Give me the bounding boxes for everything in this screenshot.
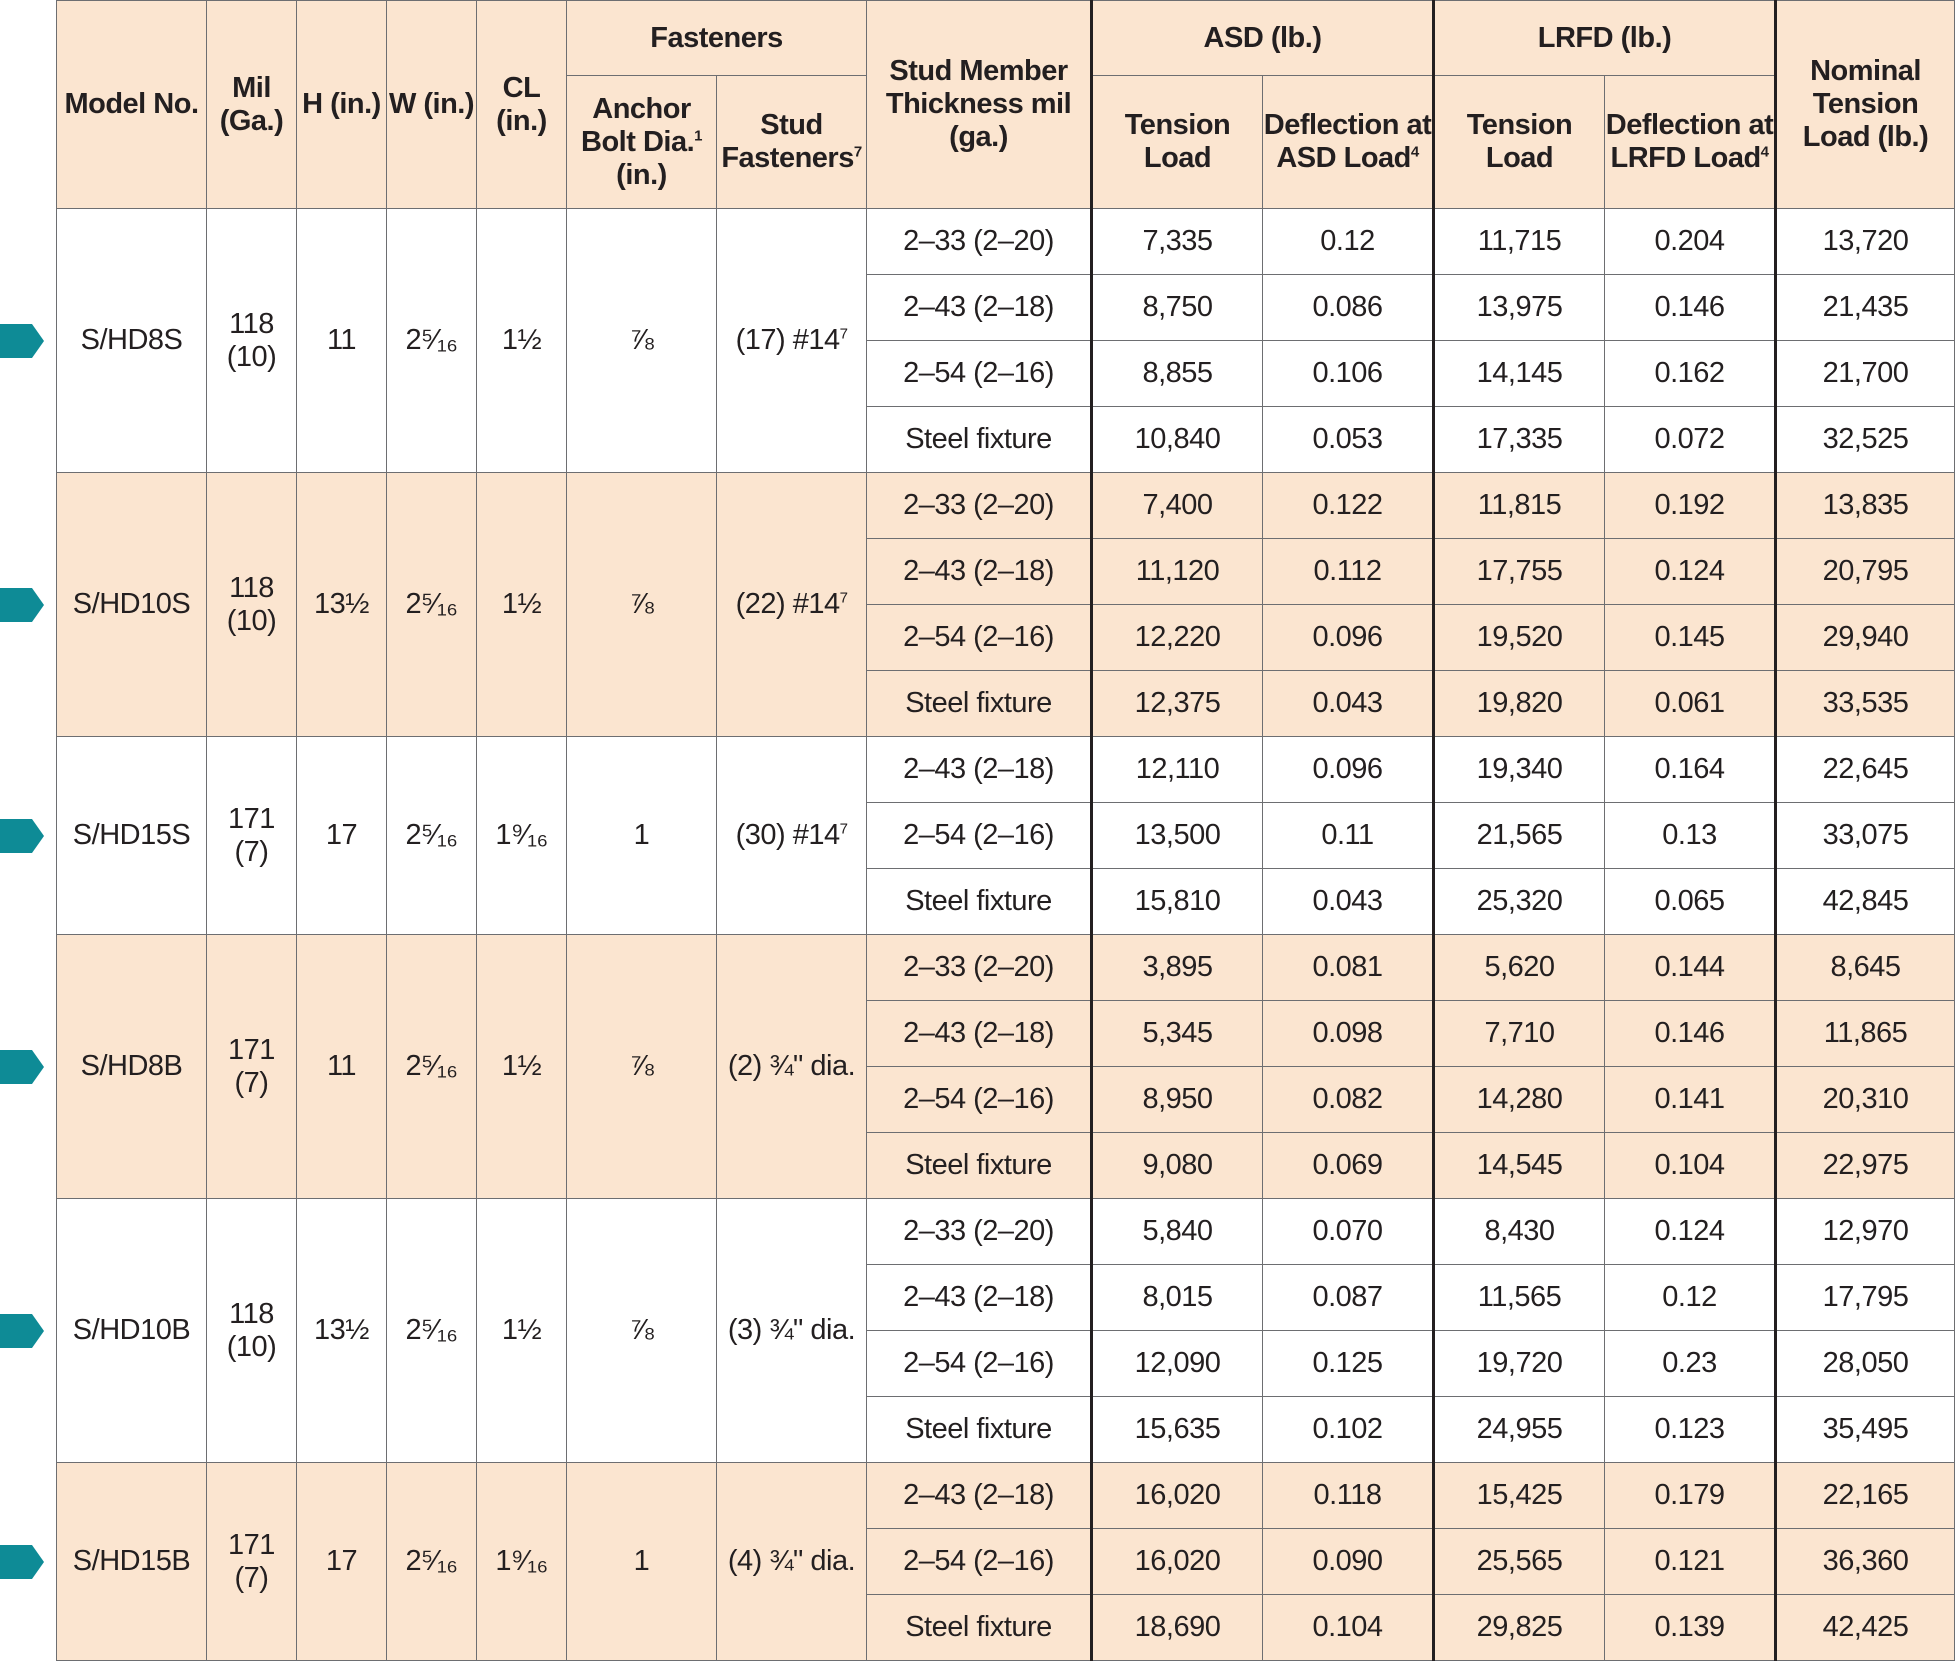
- lrfd-deflection-cell: 0.121: [1605, 1529, 1776, 1595]
- w-cell: 2⁵⁄₁₆: [387, 209, 477, 473]
- stud-thickness-cell: 2–33 (2–20): [867, 473, 1092, 539]
- mil-value: 118: [229, 1297, 274, 1330]
- asd-tension-cell: 8,750: [1092, 275, 1263, 341]
- table-row: [57, 1463, 1955, 1529]
- asd-tension-cell: 8,950: [1092, 1067, 1263, 1133]
- anchor-bolt-cell: ⅞: [567, 1199, 717, 1463]
- stud-thickness-cell: 2–43 (2–18): [867, 1463, 1092, 1529]
- lrfd-deflection-cell: 0.145: [1605, 605, 1776, 671]
- cl-cell: 1⁹⁄₁₆: [477, 1463, 567, 1661]
- stud-thickness-cell: Steel fixture: [867, 1133, 1092, 1199]
- stud-thickness-cell: 2–43 (2–18): [867, 1001, 1092, 1067]
- lrfd-tension-cell: 19,520: [1434, 605, 1605, 671]
- mil-cell: [207, 935, 297, 1199]
- nominal-cell: 36,360: [1776, 1529, 1955, 1595]
- w-cell: 2⁵⁄₁₆: [387, 473, 477, 737]
- gauge-value: (7): [234, 1066, 269, 1099]
- asd-deflection-cell: 0.043: [1263, 671, 1434, 737]
- asd-deflection-cell: 0.069: [1263, 1133, 1434, 1199]
- teal-arrow-marker-icon: [0, 324, 44, 358]
- lrfd-tension-cell: 25,320: [1434, 869, 1605, 935]
- header-cl: CL (in.): [477, 1, 567, 209]
- asd-tension-cell: 13,500: [1092, 803, 1263, 869]
- model-cell: S/HD8S: [57, 209, 207, 473]
- stud-thickness-cell: 2–54 (2–16): [867, 1331, 1092, 1397]
- asd-tension-cell: 3,895: [1092, 935, 1263, 1001]
- stud-fasteners-footnote: 7: [839, 325, 848, 343]
- asd-deflection-cell: 0.096: [1263, 737, 1434, 803]
- stud-fasteners-footnote: 7: [839, 820, 848, 838]
- asd-deflection-cell: 0.125: [1263, 1331, 1434, 1397]
- lrfd-tension-cell: 8,430: [1434, 1199, 1605, 1265]
- stud-fasteners-cell: [717, 737, 867, 935]
- lrfd-deflection-cell: 0.146: [1605, 275, 1776, 341]
- gauge-value: (10): [226, 604, 277, 637]
- h-cell: 11: [297, 209, 387, 473]
- asd-tension-cell: 9,080: [1092, 1133, 1263, 1199]
- asd-deflection-cell: 0.11: [1263, 803, 1434, 869]
- nominal-cell: 28,050: [1776, 1331, 1955, 1397]
- mil-value: 118: [229, 307, 274, 340]
- nominal-cell: 33,075: [1776, 803, 1955, 869]
- nominal-cell: 33,535: [1776, 671, 1955, 737]
- cl-cell: 1½: [477, 473, 567, 737]
- nominal-cell: 13,720: [1776, 209, 1955, 275]
- asd-tension-cell: 8,015: [1092, 1265, 1263, 1331]
- w-cell: 2⁵⁄₁₆: [387, 1199, 477, 1463]
- w-cell: 2⁵⁄₁₆: [387, 737, 477, 935]
- table-row: [57, 473, 1955, 539]
- header-asd-deflection-label: Deflection at ASD Load: [1263, 109, 1432, 174]
- anchor-bolt-cell: 1: [567, 1463, 717, 1661]
- stud-thickness-cell: Steel fixture: [867, 1397, 1092, 1463]
- w-cell: 2⁵⁄₁₆: [387, 1463, 477, 1661]
- lrfd-tension-cell: 7,710: [1434, 1001, 1605, 1067]
- header-lrfd-deflection-footnote: 4: [1760, 143, 1769, 161]
- asd-deflection-cell: 0.12: [1263, 209, 1434, 275]
- stud-fasteners-cell: [717, 473, 867, 737]
- stud-thickness-cell: 2–43 (2–18): [867, 275, 1092, 341]
- anchor-bolt-cell: ⅞: [567, 473, 717, 737]
- header-h: H (in.): [297, 1, 387, 209]
- lrfd-deflection-cell: 0.13: [1605, 803, 1776, 869]
- header-stud-fasteners-label: Stud Fasteners: [721, 109, 854, 174]
- asd-tension-cell: 8,855: [1092, 341, 1263, 407]
- lrfd-deflection-cell: 0.139: [1605, 1595, 1776, 1661]
- asd-deflection-cell: 0.090: [1263, 1529, 1434, 1595]
- table-body: [57, 209, 1955, 1661]
- lrfd-tension-cell: 5,620: [1434, 935, 1605, 1001]
- asd-tension-cell: 5,345: [1092, 1001, 1263, 1067]
- lrfd-tension-cell: 25,565: [1434, 1529, 1605, 1595]
- lrfd-tension-cell: 14,545: [1434, 1133, 1605, 1199]
- lrfd-deflection-cell: 0.065: [1605, 869, 1776, 935]
- nominal-cell: 42,425: [1776, 1595, 1955, 1661]
- stud-fasteners-value: (22) #14: [735, 588, 840, 620]
- asd-deflection-cell: 0.086: [1263, 275, 1434, 341]
- header-asd: ASD (lb.): [1092, 1, 1434, 76]
- stud-thickness-cell: 2–43 (2–18): [867, 737, 1092, 803]
- mil-value: 171: [228, 1528, 275, 1561]
- asd-tension-cell: 16,020: [1092, 1529, 1263, 1595]
- teal-arrow-marker-icon: [0, 1314, 44, 1348]
- header-asd-deflection: [1263, 76, 1434, 209]
- mil-cell: [207, 209, 297, 473]
- header-lrfd: LRFD (lb.): [1434, 1, 1776, 76]
- gauge-value: (7): [234, 835, 269, 868]
- mil-cell: [207, 1199, 297, 1463]
- cl-cell: 1½: [477, 1199, 567, 1463]
- mil-cell: [207, 473, 297, 737]
- lrfd-deflection-cell: 0.123: [1605, 1397, 1776, 1463]
- table-row: [57, 935, 1955, 1001]
- h-cell: 13½: [297, 1199, 387, 1463]
- lrfd-deflection-cell: 0.23: [1605, 1331, 1776, 1397]
- nominal-cell: 20,795: [1776, 539, 1955, 605]
- stud-thickness-cell: 2–54 (2–16): [867, 341, 1092, 407]
- lrfd-tension-cell: 19,340: [1434, 737, 1605, 803]
- lrfd-deflection-cell: 0.061: [1605, 671, 1776, 737]
- h-cell: 17: [297, 737, 387, 935]
- asd-tension-cell: 15,810: [1092, 869, 1263, 935]
- table-row: [57, 1199, 1955, 1265]
- asd-tension-cell: 12,110: [1092, 737, 1263, 803]
- asd-deflection-cell: 0.053: [1263, 407, 1434, 473]
- table-row: [57, 209, 1955, 275]
- stud-fasteners-cell: [717, 935, 867, 1199]
- anchor-bolt-cell: ⅞: [567, 209, 717, 473]
- lrfd-tension-cell: 11,715: [1434, 209, 1605, 275]
- header-stud-fasteners-footnote: 7: [853, 143, 862, 161]
- teal-arrow-marker-icon: [0, 1050, 44, 1084]
- nominal-cell: 22,975: [1776, 1133, 1955, 1199]
- stud-thickness-cell: 2–54 (2–16): [867, 1067, 1092, 1133]
- header-lrfd-deflection-label: Deflection at LRFD Load: [1605, 109, 1774, 174]
- load-table: [56, 0, 1955, 1661]
- stud-fasteners-value: (4) ¾" dia.: [727, 1545, 856, 1577]
- lrfd-tension-cell: 15,425: [1434, 1463, 1605, 1529]
- gauge-value: (10): [226, 1330, 277, 1363]
- asd-deflection-cell: 0.082: [1263, 1067, 1434, 1133]
- asd-deflection-cell: 0.106: [1263, 341, 1434, 407]
- anchor-bolt-cell: ⅞: [567, 935, 717, 1199]
- model-cell: S/HD8B: [57, 935, 207, 1199]
- asd-tension-cell: 16,020: [1092, 1463, 1263, 1529]
- nominal-cell: 8,645: [1776, 935, 1955, 1001]
- model-cell: S/HD15B: [57, 1463, 207, 1661]
- mil-cell: [207, 1463, 297, 1661]
- lrfd-tension-cell: 11,815: [1434, 473, 1605, 539]
- header-stud-fasteners: [717, 76, 867, 209]
- asd-deflection-cell: 0.102: [1263, 1397, 1434, 1463]
- lrfd-tension-cell: 14,280: [1434, 1067, 1605, 1133]
- lrfd-deflection-cell: 0.104: [1605, 1133, 1776, 1199]
- stud-fasteners-cell: [717, 209, 867, 473]
- lrfd-deflection-cell: 0.124: [1605, 539, 1776, 605]
- asd-tension-cell: 18,690: [1092, 1595, 1263, 1661]
- nominal-cell: 22,645: [1776, 737, 1955, 803]
- asd-tension-cell: 12,375: [1092, 671, 1263, 737]
- lrfd-tension-cell: 19,820: [1434, 671, 1605, 737]
- stud-thickness-cell: Steel fixture: [867, 1595, 1092, 1661]
- asd-deflection-cell: 0.118: [1263, 1463, 1434, 1529]
- gauge-value: (10): [226, 340, 277, 373]
- header-anchor-bolt-label: Anchor Bolt Dia.: [581, 92, 695, 158]
- stud-thickness-cell: 2–54 (2–16): [867, 605, 1092, 671]
- lrfd-tension-cell: 21,565: [1434, 803, 1605, 869]
- stud-thickness-cell: 2–54 (2–16): [867, 1529, 1092, 1595]
- lrfd-tension-cell: 24,955: [1434, 1397, 1605, 1463]
- asd-tension-cell: 12,090: [1092, 1331, 1263, 1397]
- model-cell: S/HD10B: [57, 1199, 207, 1463]
- lrfd-tension-cell: 29,825: [1434, 1595, 1605, 1661]
- stud-thickness-cell: 2–43 (2–18): [867, 1265, 1092, 1331]
- stud-thickness-cell: 2–33 (2–20): [867, 935, 1092, 1001]
- lrfd-deflection-cell: 0.162: [1605, 341, 1776, 407]
- asd-deflection-cell: 0.104: [1263, 1595, 1434, 1661]
- header-anchor-bolt-footnote: 1: [694, 126, 702, 144]
- asd-tension-cell: 11,120: [1092, 539, 1263, 605]
- gauge-value: (7): [234, 1561, 269, 1594]
- nominal-cell: 22,165: [1776, 1463, 1955, 1529]
- mil-value: 118: [229, 571, 274, 604]
- mil-value: 171: [228, 802, 275, 835]
- table-row: [57, 737, 1955, 803]
- stud-thickness-cell: 2–54 (2–16): [867, 803, 1092, 869]
- lrfd-deflection-cell: 0.179: [1605, 1463, 1776, 1529]
- nominal-cell: 29,940: [1776, 605, 1955, 671]
- nominal-cell: 21,700: [1776, 341, 1955, 407]
- model-cell: S/HD15S: [57, 737, 207, 935]
- stud-fasteners-value: (30) #14: [735, 819, 840, 851]
- asd-tension-cell: 7,335: [1092, 209, 1263, 275]
- asd-deflection-cell: 0.081: [1263, 935, 1434, 1001]
- header-nominal: Nominal Tension Load (lb.): [1776, 1, 1955, 209]
- lrfd-deflection-cell: 0.144: [1605, 935, 1776, 1001]
- stud-thickness-cell: Steel fixture: [867, 869, 1092, 935]
- lrfd-tension-cell: 14,145: [1434, 341, 1605, 407]
- stud-fasteners-cell: [717, 1463, 867, 1661]
- header-stud-member: Stud Member Thickness mil (ga.): [867, 1, 1092, 209]
- model-cell: S/HD10S: [57, 473, 207, 737]
- header-asd-tension: Tension Load: [1092, 76, 1263, 209]
- stud-fasteners-cell: [717, 1199, 867, 1463]
- asd-deflection-cell: 0.087: [1263, 1265, 1434, 1331]
- header-lrfd-deflection: [1605, 76, 1776, 209]
- stud-thickness-cell: Steel fixture: [867, 671, 1092, 737]
- h-cell: 13½: [297, 473, 387, 737]
- asd-deflection-cell: 0.096: [1263, 605, 1434, 671]
- mil-value: 171: [228, 1033, 275, 1066]
- header-lrfd-tension: Tension Load: [1434, 76, 1605, 209]
- lrfd-tension-cell: 13,975: [1434, 275, 1605, 341]
- nominal-cell: 42,845: [1776, 869, 1955, 935]
- load-table-wrapper: [56, 0, 1954, 1661]
- teal-arrow-marker-icon: [0, 1545, 44, 1579]
- nominal-cell: 17,795: [1776, 1265, 1955, 1331]
- lrfd-tension-cell: 11,565: [1434, 1265, 1605, 1331]
- lrfd-deflection-cell: 0.141: [1605, 1067, 1776, 1133]
- cl-cell: 1½: [477, 209, 567, 473]
- header-fasteners: Fasteners: [567, 1, 867, 76]
- asd-tension-cell: 5,840: [1092, 1199, 1263, 1265]
- nominal-cell: 20,310: [1776, 1067, 1955, 1133]
- nominal-cell: 21,435: [1776, 275, 1955, 341]
- header-anchor-bolt-unit: (in.): [616, 158, 667, 191]
- stud-thickness-cell: 2–33 (2–20): [867, 209, 1092, 275]
- asd-tension-cell: 15,635: [1092, 1397, 1263, 1463]
- asd-deflection-cell: 0.043: [1263, 869, 1434, 935]
- asd-tension-cell: 12,220: [1092, 605, 1263, 671]
- asd-deflection-cell: 0.112: [1263, 539, 1434, 605]
- lrfd-tension-cell: 17,335: [1434, 407, 1605, 473]
- h-cell: 11: [297, 935, 387, 1199]
- anchor-bolt-cell: 1: [567, 737, 717, 935]
- lrfd-tension-cell: 17,755: [1434, 539, 1605, 605]
- asd-tension-cell: 10,840: [1092, 407, 1263, 473]
- mil-cell: [207, 737, 297, 935]
- stud-fasteners-value: (3) ¾" dia.: [727, 1314, 856, 1346]
- header-mil: Mil (Ga.): [207, 1, 297, 209]
- stud-thickness-cell: 2–33 (2–20): [867, 1199, 1092, 1265]
- asd-tension-cell: 7,400: [1092, 473, 1263, 539]
- stud-fasteners-footnote: 7: [839, 589, 848, 607]
- lrfd-deflection-cell: 0.072: [1605, 407, 1776, 473]
- asd-deflection-cell: 0.122: [1263, 473, 1434, 539]
- cl-cell: 1½: [477, 935, 567, 1199]
- lrfd-deflection-cell: 0.192: [1605, 473, 1776, 539]
- nominal-cell: 32,525: [1776, 407, 1955, 473]
- cl-cell: 1⁹⁄₁₆: [477, 737, 567, 935]
- stud-fasteners-value: (2) ¾" dia.: [727, 1050, 856, 1082]
- row-marker-column: [0, 0, 56, 1664]
- h-cell: 17: [297, 1463, 387, 1661]
- header-asd-deflection-footnote: 4: [1410, 143, 1419, 161]
- lrfd-deflection-cell: 0.12: [1605, 1265, 1776, 1331]
- nominal-cell: 11,865: [1776, 1001, 1955, 1067]
- lrfd-deflection-cell: 0.124: [1605, 1199, 1776, 1265]
- asd-deflection-cell: 0.098: [1263, 1001, 1434, 1067]
- stud-thickness-cell: Steel fixture: [867, 407, 1092, 473]
- nominal-cell: 13,835: [1776, 473, 1955, 539]
- header-model: Model No.: [57, 1, 207, 209]
- stud-thickness-cell: 2–43 (2–18): [867, 539, 1092, 605]
- lrfd-deflection-cell: 0.146: [1605, 1001, 1776, 1067]
- teal-arrow-marker-icon: [0, 588, 44, 622]
- lrfd-deflection-cell: 0.204: [1605, 209, 1776, 275]
- teal-arrow-marker-icon: [0, 819, 44, 853]
- w-cell: 2⁵⁄₁₆: [387, 935, 477, 1199]
- lrfd-tension-cell: 19,720: [1434, 1331, 1605, 1397]
- header-w: W (in.): [387, 1, 477, 209]
- nominal-cell: 12,970: [1776, 1199, 1955, 1265]
- lrfd-deflection-cell: 0.164: [1605, 737, 1776, 803]
- stud-fasteners-value: (17) #14: [735, 324, 840, 356]
- header-anchor-bolt: [567, 76, 717, 209]
- asd-deflection-cell: 0.070: [1263, 1199, 1434, 1265]
- nominal-cell: 35,495: [1776, 1397, 1955, 1463]
